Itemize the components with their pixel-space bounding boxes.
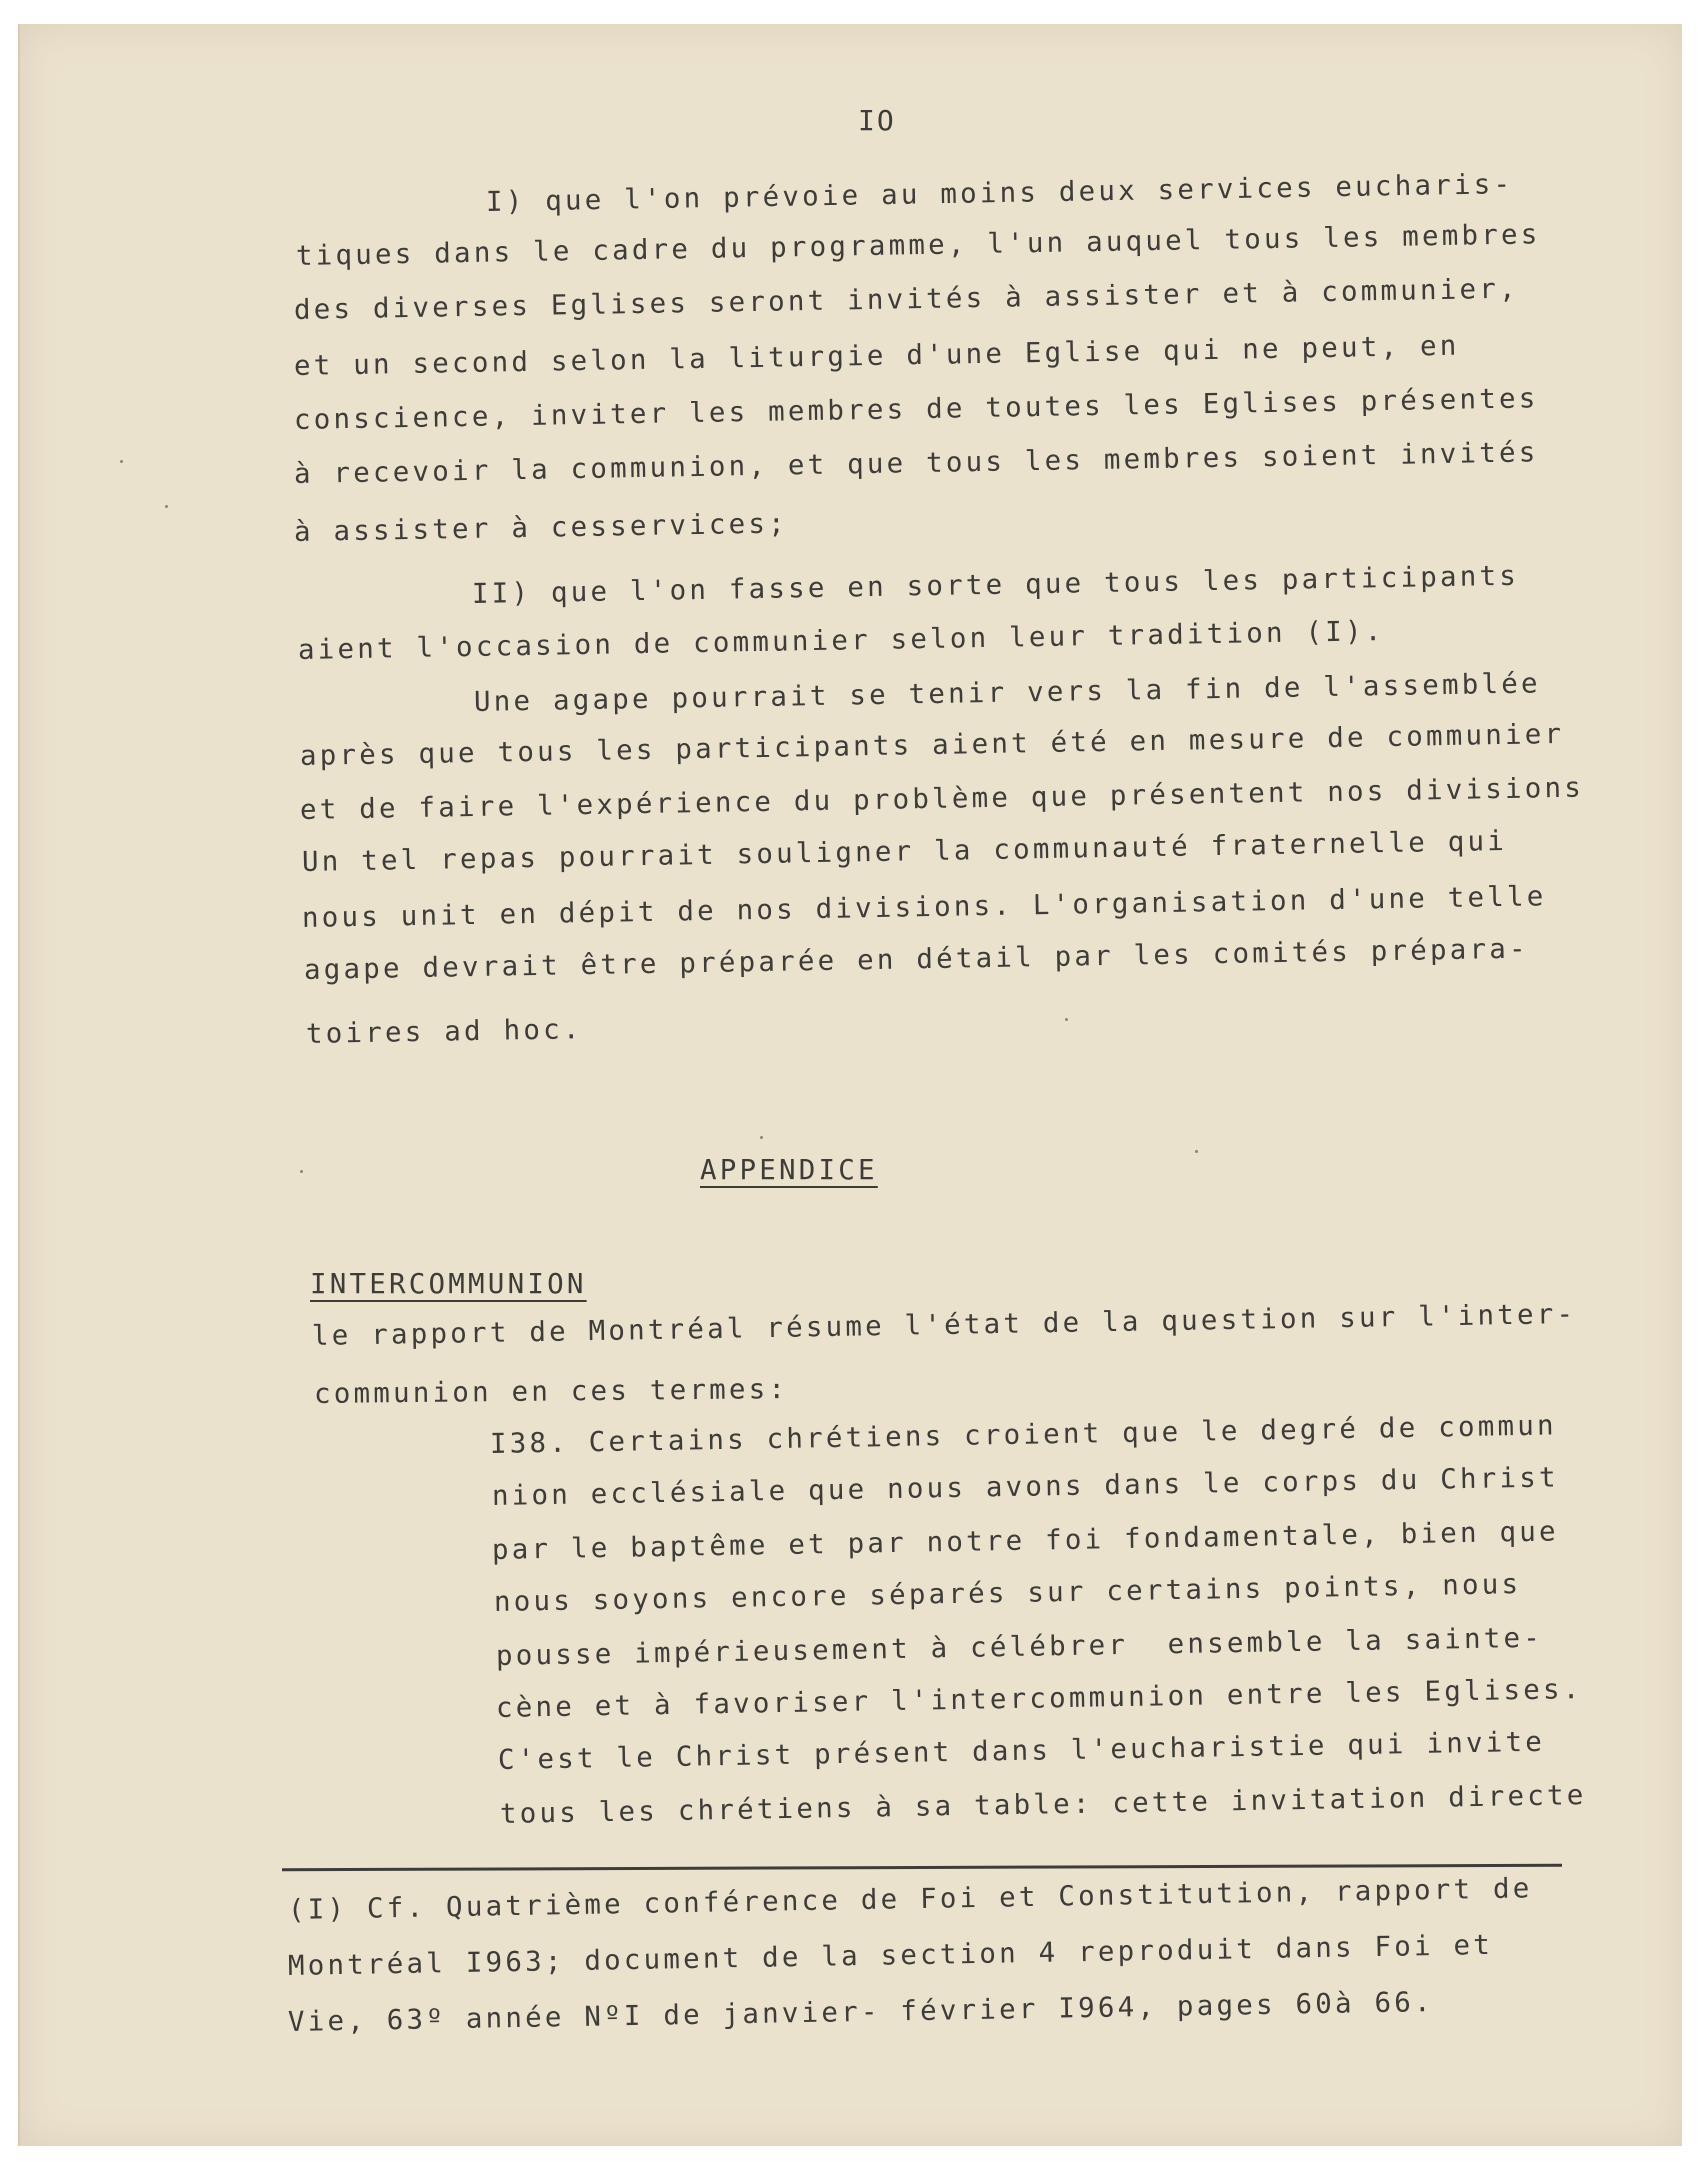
quote-line-4: nous soyons encore séparés sur certains points, nous [493, 1568, 1522, 1618]
quote-line-6: cène et à favoriser l'intercommunion entre les Eglises. [495, 1673, 1583, 1724]
quote-line-7: C'est le Christ présent dans l'eucharistie qui invite [497, 1725, 1546, 1776]
quote-line-8: tous les chrétiens à sa table: cette invitation directe [499, 1779, 1587, 1830]
agape-line-1: Une agape pourrait se tenir vers la fin de l'assemblée [473, 667, 1541, 718]
section-heading: INTERCOMMUNION [310, 1268, 587, 1300]
agape-line-2: après que tous les participants aient été en mesure de communier [299, 717, 1565, 772]
paper-speck [300, 1170, 303, 1173]
paper-speck [1195, 1150, 1198, 1153]
paper-speck [1065, 1018, 1068, 1021]
footnote-line-1: (I) Cf. Quatrième conférence de Foi et Constitution, rapport de [287, 1872, 1533, 1926]
quote-line-1: I38. Certains chrétiens croient que le degré de commun [489, 1409, 1557, 1460]
footnote-line-3: Vie, 63º année NºI de janvier- février I964, pages 60à 66. [287, 1986, 1434, 2038]
page-number: IO [858, 104, 896, 137]
paper-speck [760, 1136, 763, 1139]
paragraph-i-line-2: tiques dans le cadre du programme, l'un auquel tous les membres [295, 218, 1541, 272]
paragraph-ii-line-2: aient l'occasion de communier selon leur tradition (I). [297, 615, 1385, 666]
paragraph-i-line-6: à recevoir la communion, et que tous les membres soient invités [293, 436, 1539, 490]
quote-line-5: pousse impérieusement à célébrer ensemble la sainte- [495, 1621, 1544, 1672]
quote-line-2: nion ecclésiale que nous avons dans le corps du Christ [491, 1461, 1559, 1512]
paper-speck [165, 505, 168, 508]
intro-line-2: communion en ces termes: [313, 1373, 789, 1410]
appendix-heading: APPENDICE [700, 1154, 878, 1186]
paragraph-i-line-1: I) que l'on prévoie au moins deux services eucharis- [485, 168, 1514, 218]
agape-line-7: toires ad hoc. [305, 1013, 583, 1050]
paragraph-i-line-3: des diverses Eglises seront invités à assister et à communier, [293, 272, 1519, 326]
agape-line-3: et de faire l'expérience du problème que présentent nos divisions [299, 771, 1585, 826]
paragraph-i-line-7: à assister à cesservices; [293, 507, 789, 548]
intro-line-1: le rapport de Montréal résume l'état de la question sur l'inter- [311, 1297, 1577, 1352]
agape-line-4: Un tel repas pourrait souligner la communauté fraternelle qui [301, 824, 1508, 878]
paragraph-i-line-4: et un second selon la liturgie d'une Eglise qui ne peut, en [293, 329, 1460, 382]
paper-speck [120, 460, 123, 463]
agape-line-6: agape devrait être préparée en détail par les comités prépara- [303, 932, 1529, 986]
paragraph-ii-line-1: II) que l'on fasse en sorte que tous les participants [471, 559, 1520, 610]
paragraph-i-line-5: conscience, inviter les membres de toutes les Eglises présentes [293, 382, 1539, 436]
footnote-line-2: Montréal I963; document de la section 4 reproduit dans Foi et [287, 1928, 1494, 1982]
agape-line-5: nous unit en dépit de nos divisions. L'organisation d'une telle [301, 880, 1547, 934]
quote-line-3: par le baptême et par notre foi fondamentale, bien que [491, 1515, 1559, 1566]
